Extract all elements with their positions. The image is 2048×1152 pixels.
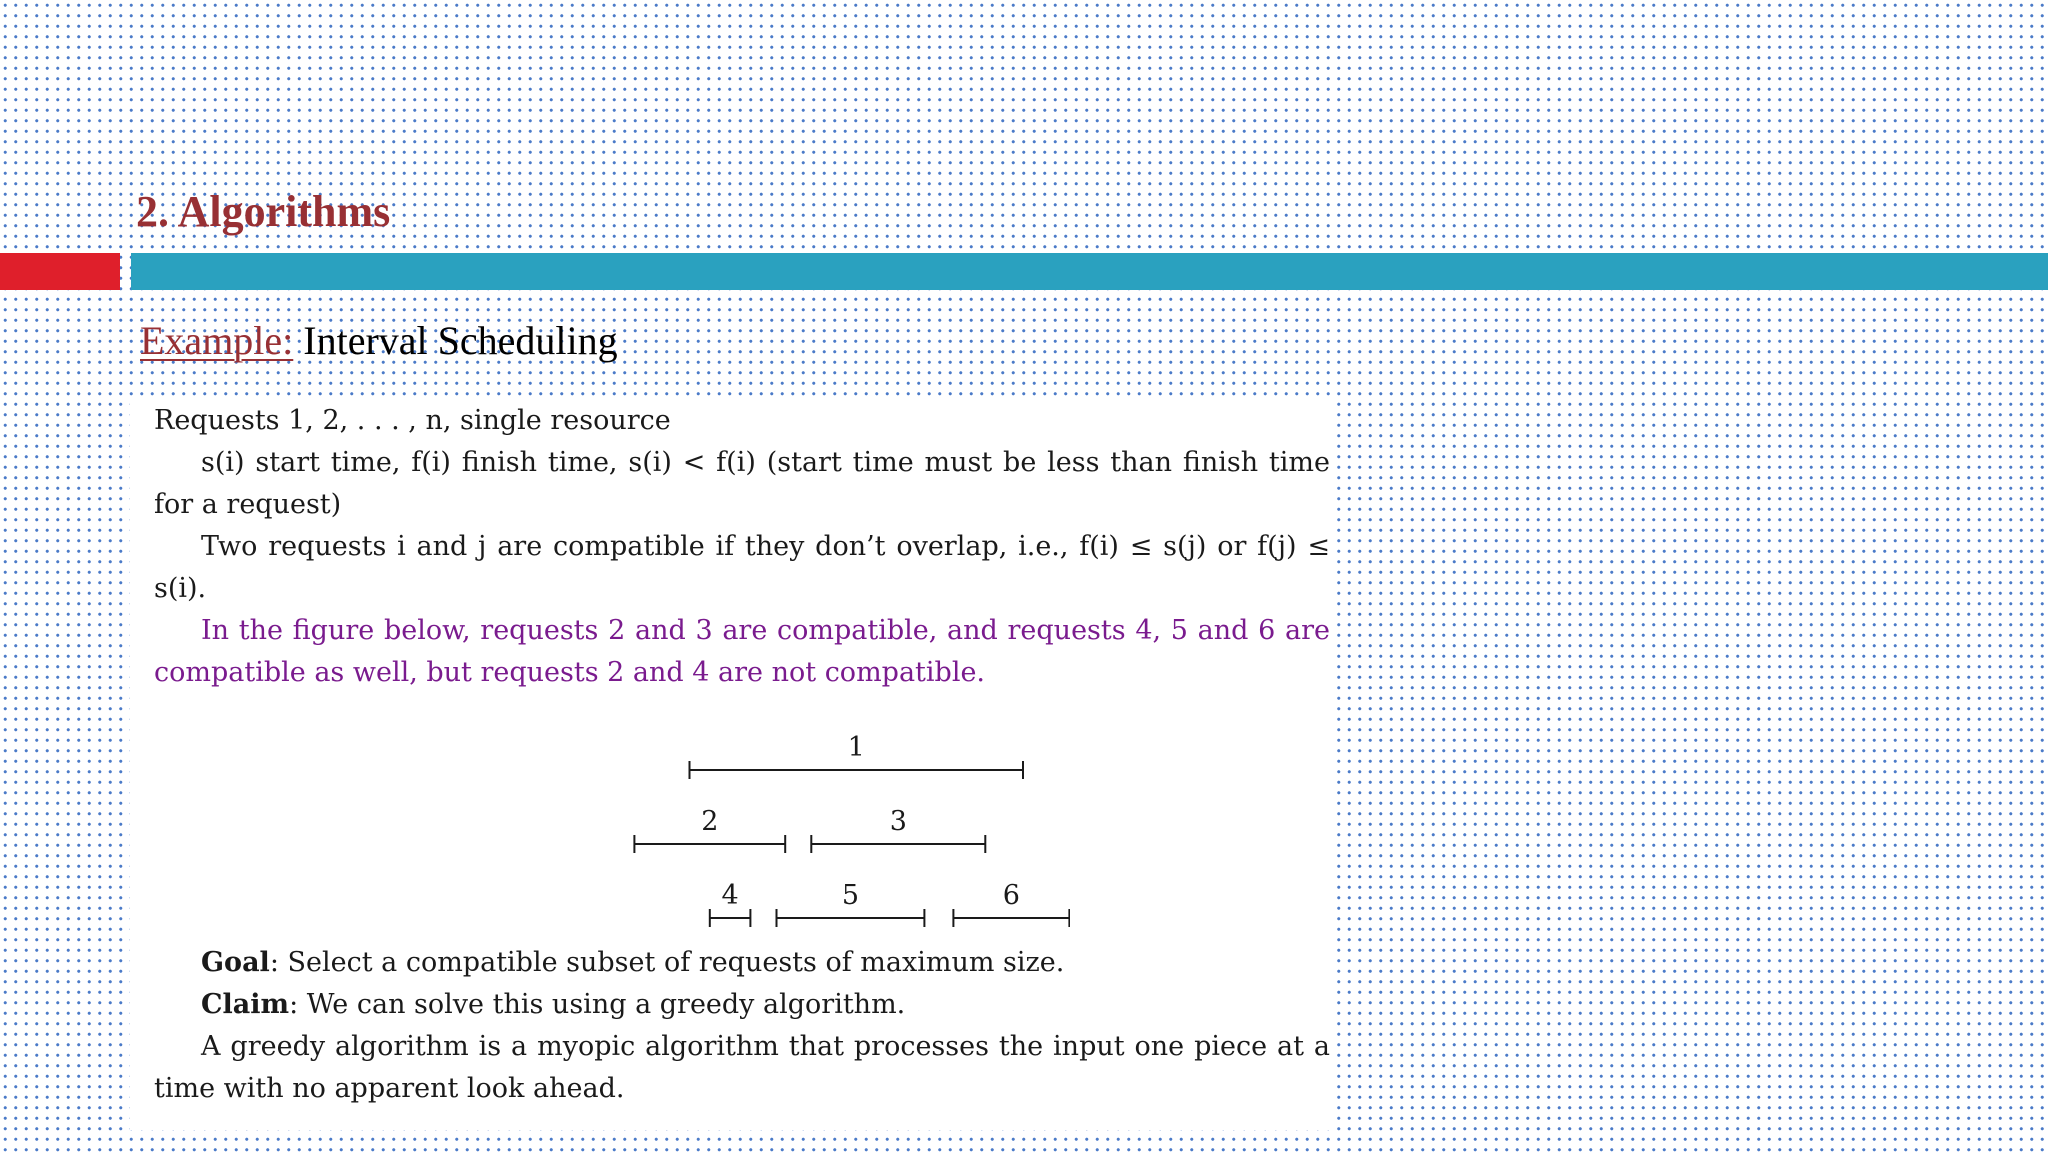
interval-6-label: 6 [1002,880,1020,911]
greedy-paragraph: A greedy algorithm is a myopic algorithm that processes the input one piece at a time with no apparent look ahead. [154,1031,1330,1104]
interval-2-label: 2 [701,806,719,837]
accent-bar-teal [131,253,2048,290]
goal-line [154,942,1330,984]
interval-1 [690,732,1024,779]
interval-diagram [530,706,1070,946]
conclusion-text [154,942,1330,1110]
goal-text: : Select a compatible subset of requests of maximum size. [269,947,1065,978]
interval-4-label: 4 [721,880,739,911]
claim-text: : We can solve this using a greedy algorithm. [289,989,906,1020]
interval-3-label: 3 [889,806,907,837]
start-finish-paragraph: s(i) start time, f(i) finish time, s(i) < f(i) (start time must be less than finish time for a request) [154,447,1330,520]
goal-label: Goal [201,947,270,978]
interval-4 [710,880,751,927]
interval-3 [811,806,985,853]
requests-line: Requests 1, 2, . . . , n, single resource [154,405,671,436]
slide-title: 2. Algorithms [136,187,391,236]
interval-5 [777,880,925,927]
claim-line [154,984,1330,1026]
topic-label: Interval Scheduling [303,318,618,363]
figure-note-paragraph: In the figure below, requests 2 and 3 are compatible, and requests 4, 5 and 6 are compatible as well, but requests 2 and 4 are not compatible. [154,615,1330,688]
intro-text [154,400,1330,694]
content-panel [130,396,1330,1130]
interval-6 [953,880,1069,927]
compatible-paragraph: Two requests i and j are compatible if they don’t overlap, i.e., f(i) ≤ s(j) or f(j) ≤ s(i). [154,531,1330,604]
interval-2 [634,806,785,853]
interval-5-label: 5 [841,880,860,911]
example-label: Example: [140,318,294,363]
accent-bar-red [0,253,120,290]
claim-label: Claim [201,989,290,1020]
interval-figure [530,706,1070,951]
slide-subtitle [140,317,618,364]
interval-1-label: 1 [847,732,865,763]
